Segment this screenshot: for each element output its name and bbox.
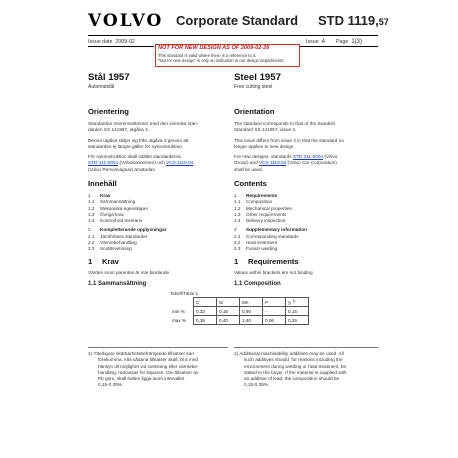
toc-item-label: Krav: [100, 193, 111, 198]
page-number: [336, 39, 362, 45]
toc-item-label: Sammansättning: [100, 199, 136, 205]
english-title: Steel 1957: [234, 72, 281, 83]
swedish-subtitle: Automatstål: [88, 84, 115, 90]
warning-title: NOT FOR NEW DESIGN AS OF 2009-02-26: [158, 45, 270, 51]
toc-item-number: 1.2: [88, 205, 95, 211]
table-header-row: [170, 298, 309, 307]
page-label: Page: [336, 39, 349, 45]
toc-item-label: Värmebehandling: [100, 240, 137, 246]
toc-item-number: 1.4: [234, 218, 241, 224]
table-header-c: C: [194, 298, 217, 307]
swedish-requirements-text: Värden inom parentes är inte bindande: [88, 270, 170, 275]
toc-item: [88, 218, 166, 224]
standard-number-suffix: 57: [378, 17, 389, 27]
swedish-orientation-heading: Orientering: [88, 107, 129, 116]
en-orient-line-1: The standard corresponds to that of the Swedish: [234, 121, 336, 126]
en-footnote-3: stated to the buyer. If the material is supplied with: [244, 369, 347, 375]
toc-item-number: 2.1: [234, 233, 241, 239]
header-rule-top: [88, 35, 378, 36]
toc-item-number: 1.3: [234, 211, 241, 217]
swedish-composition-heading: 1.1 Sammansättning: [88, 281, 147, 287]
swedish-title: Stål 1957: [88, 72, 130, 83]
sv-footnote-5: 0,15-0,35%.: [98, 382, 124, 388]
composition-table: [170, 297, 309, 325]
toc-item-label: Other requirements: [246, 211, 287, 217]
toc-item-label: Heat treatment: [246, 240, 278, 246]
link-vcs-1119-04-en[interactable]: VCS 1119,04: [259, 160, 287, 166]
english-toc: [234, 193, 307, 253]
toc-item-number: 2.2: [234, 240, 241, 246]
en-req-title: Requirements: [248, 257, 299, 266]
issue-date-label: Issue date: [88, 39, 113, 45]
english-orientation-text: [234, 121, 379, 173]
sv-req-title: Krav: [102, 257, 119, 266]
toc-item-label: Övriga krav: [100, 211, 124, 217]
table-header-mn: Mn: [240, 298, 263, 307]
table-cell: -: [263, 307, 286, 316]
english-requirements-text: Values within brackets are not binding: [234, 270, 313, 275]
toc-item-number: 1.1: [88, 199, 95, 205]
volvo-logo: VOLVO: [88, 11, 164, 31]
sv-footnote-2: hänsyn till möjlighet vid svetsning eller värmebe-: [98, 363, 199, 369]
toc-item-label: Corresponding standards: [246, 233, 299, 239]
header-rule-right: [300, 46, 378, 47]
table-cell: 0,90: [240, 307, 263, 316]
footnote-rule-right: [234, 347, 378, 348]
sv-orient-line-1: Standarden överensstämmer med den svenska stan-: [88, 121, 199, 126]
sv-orient-line-7: (Volvo Personvagnar) användas.: [88, 166, 157, 172]
swedish-toc: [88, 193, 166, 253]
table-header-p: P: [263, 298, 286, 307]
toc-item: [234, 246, 307, 252]
en-footnote-4: an additive of lead, the composition should be: [244, 376, 340, 382]
link-vcs-1119-04-sv[interactable]: VCS 1119,04: [166, 160, 194, 166]
swedish-footnote: [88, 351, 230, 389]
table-cell: 0,15: [217, 307, 240, 316]
toc-item-number: 1.4: [88, 218, 95, 224]
toc-item-label: Kontroll vid leverans: [100, 218, 143, 224]
toc-item-label: Fusion welding: [246, 246, 278, 252]
sv-req-num: 1: [88, 257, 93, 266]
toc-item-number: 2.2: [88, 240, 95, 246]
issue-number: [306, 39, 325, 45]
toc-item-label: Delivery inspection: [246, 218, 286, 224]
issue-date: [88, 39, 135, 45]
toc-item-number: 1.2: [234, 205, 241, 211]
swedish-requirements-heading: [88, 257, 119, 266]
document-type: Corporate Standard: [176, 13, 299, 28]
link-std-311-0004-en[interactable]: STD 311-0004: [292, 154, 324, 160]
sv-orient-line-5: För nykonstruktion skall istället standarderna: [88, 154, 181, 160]
sv-footnote-4: Pb görs, skall halten ligga inom intervallet: [98, 376, 185, 382]
en-req-num: 1: [234, 257, 239, 266]
table-cell: 0,15: [286, 307, 309, 316]
sv-orient-line-4: standarden ej längre gäller för nykonstruktion.: [88, 143, 184, 149]
swedish-orientation-text: [88, 121, 228, 173]
en-orient-line-7: shall be used.: [234, 166, 263, 172]
swedish-contents-heading: Innehåll: [88, 179, 117, 188]
english-composition-heading: 1.1 Composition: [234, 281, 281, 287]
table-header-empty: [170, 298, 194, 307]
en-orient-line-2: Standard SS 141957, issue 4.: [234, 127, 297, 133]
en-orient-p3d: (Volvo Car Corporation): [286, 160, 337, 166]
issue-date-value: 2009-02: [115, 39, 135, 45]
sv-orient-line-3: Denna utgåva skiljer sig från utgåva 3 genom att: [88, 137, 189, 143]
toc-item: [88, 246, 166, 252]
sv-footnote-1: förekomma. Alla sådana tillsatser skall, bl a med: [98, 357, 199, 363]
table-cell: 0,32: [194, 307, 217, 316]
english-subtitle: Free cutting steel: [234, 84, 273, 90]
table-cell: 0,39: [194, 316, 217, 325]
table-row: [170, 307, 309, 316]
english-orientation-heading: Orientation: [234, 107, 275, 116]
standard-number: [318, 13, 389, 28]
page-value: 1(3): [351, 39, 362, 45]
table-cell: 0,40: [217, 316, 240, 325]
toc-item-label: Supplementary information: [246, 227, 307, 233]
toc-item-number: 1.3: [88, 211, 95, 217]
table-cell: 0,06: [263, 316, 286, 325]
sv-footnote-first: 1) Ytterligare skärbarhetsbefrämjande tillsatser kan: [88, 351, 194, 356]
toc-item-label: Requirements: [246, 193, 278, 198]
table-row-label: min %: [172, 308, 185, 314]
english-requirements-heading: [234, 257, 299, 266]
table-header-s-footnote: 1): [292, 298, 296, 303]
toc-item: [234, 218, 307, 224]
toc-item-label: Smältsvetsning: [100, 246, 132, 252]
table-caption: Tabell/Table 1: [170, 291, 199, 296]
en-footnote-first: 1) Additional machinability additives may be used. All: [234, 351, 344, 356]
warning-line-2: "Not for new design" is only an indication to our design departments.: [158, 58, 285, 63]
toc-item-number: 2: [88, 227, 91, 233]
toc-item-number: 1: [234, 193, 237, 198]
sv-footnote-3: handling, redovisas för köparen. Om tillsatser av: [98, 369, 199, 375]
toc-item-number: 1: [88, 193, 91, 198]
table-header-s-label: S: [288, 300, 292, 306]
english-contents-heading: Contents: [234, 179, 267, 188]
standard-number-main: STD 1119,: [318, 13, 379, 28]
table-cell: 0,25: [286, 316, 309, 325]
toc-item-label: Mechanical properties: [246, 205, 292, 211]
table-header-si: Si: [217, 298, 240, 307]
header-rule-left: [88, 46, 154, 47]
warning-line-1: This standard is valid where there is a reference to it.: [158, 53, 257, 58]
en-footnote-5: 0,15-0,35%.: [244, 382, 270, 388]
en-orient-p3a: For new designs, standards: [234, 154, 293, 160]
english-footnote: [234, 351, 379, 389]
en-footnote-2: environment during welding or heat treatment, be: [244, 363, 347, 369]
link-std-311-0004-sv[interactable]: STD 311-0004: [88, 160, 119, 166]
toc-item-label: Mekaniska egenskaper: [100, 205, 149, 211]
table-row-label: max %: [172, 317, 187, 323]
sv-orient-line-2: darden SS 141957, utgåva 4.: [88, 127, 149, 133]
toc-item-number: 2: [234, 227, 237, 233]
table-row: [170, 316, 309, 325]
en-orient-p3c: Group) and: [234, 160, 260, 166]
toc-item-number: 2.3: [88, 246, 95, 252]
issue-label: Issue: [306, 39, 319, 45]
en-orient-p3b: (Volvo: [323, 154, 338, 160]
table-cell: 1,40: [240, 316, 263, 325]
en-footnote-1: such additives should, for reasons including the: [244, 357, 343, 363]
toc-item-label: Composition: [246, 199, 273, 205]
en-orient-line-3: This issue differs from issue 3 in that the standard no: [234, 137, 344, 143]
toc-item-number: 1.1: [234, 199, 241, 205]
toc-item-label: Jämförbara standarder: [100, 233, 148, 239]
footnote-rule-left: [88, 347, 228, 348]
toc-item-number: 2.1: [88, 233, 95, 239]
issue-value: 4: [321, 39, 325, 45]
sv-orient-mid: (Volvokoncernen) och: [118, 160, 167, 166]
en-orient-line-4: longer applies to new design.: [234, 143, 295, 149]
toc-item-number: 2.3: [234, 246, 241, 252]
toc-item-label: Kompletterande upplysningar: [100, 227, 167, 233]
table-header-s: [286, 298, 309, 307]
